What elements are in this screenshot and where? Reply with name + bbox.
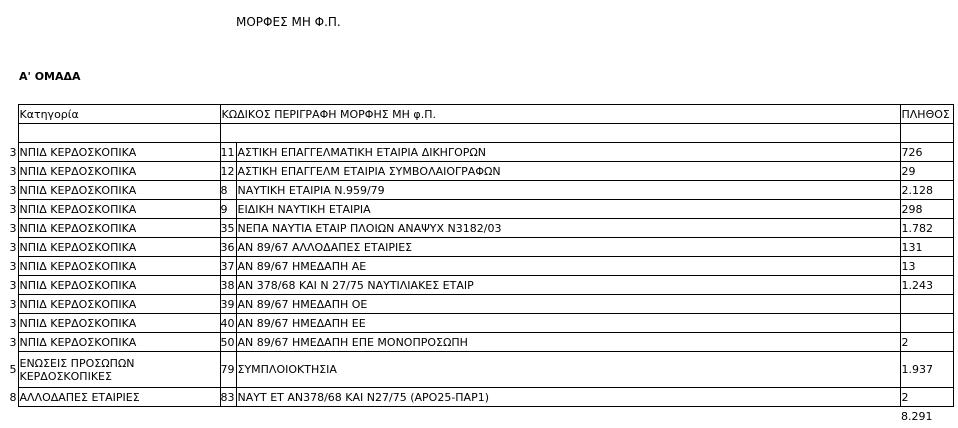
blank-cell bbox=[18, 124, 220, 143]
description-cell: ΑΣΤΙΚΗ ΕΠΑΓΓΕΛΜΑΤΙΚΗ ΕΤΑΙΡΙΑ ΔΙΚΗΓΟΡΩΝ bbox=[236, 143, 900, 162]
table-row bbox=[6, 333, 953, 352]
category-cell: ΝΠΙΔ ΚΕΡΔΟΣΚΟΠΙΚΑ bbox=[18, 257, 220, 276]
table-row bbox=[6, 238, 953, 257]
table-row bbox=[6, 314, 953, 333]
description-cell: ΑΝ 89/67 ΗΜΕΔΑΠΗ ΕΠΕ ΜΟΝΟΠΡΟΣΩΠΗ bbox=[236, 333, 900, 352]
code-cell: 39 bbox=[220, 295, 236, 314]
description-cell: ΣΥΜΠΛΟΙΟΚΤΗΣΙΑ bbox=[236, 352, 900, 388]
code-cell: 40 bbox=[220, 314, 236, 333]
group-cell: 3 bbox=[6, 257, 18, 276]
forms-table bbox=[6, 104, 954, 428]
table-header-row bbox=[6, 105, 953, 124]
category-cell: ΑΛΛΟΔΑΠΕΣ ΕΤΑΙΡΙΕΣ bbox=[18, 388, 220, 407]
code-cell: 38 bbox=[220, 276, 236, 295]
table-row bbox=[6, 352, 953, 388]
group-cell: 3 bbox=[6, 333, 18, 352]
group-cell: 8 bbox=[6, 388, 18, 407]
count-cell: 1.243 bbox=[900, 276, 953, 295]
header-category: Κατηγορία bbox=[18, 105, 220, 124]
category-cell: ΝΠΙΔ ΚΕΡΔΟΣΚΟΠΙΚΑ bbox=[18, 162, 220, 181]
description-cell: ΝΑΥΤ ΕΤ ΑΝ378/68 ΚΑΙ Ν27/75 (ΑΡΟ25-ΠΑΡ1) bbox=[236, 388, 900, 407]
count-cell: 298 bbox=[900, 200, 953, 219]
count-cell: 2 bbox=[900, 388, 953, 407]
blank-cell bbox=[900, 124, 953, 143]
group-cell: 3 bbox=[6, 295, 18, 314]
category-cell: ΝΠΙΔ ΚΕΡΔΟΣΚΟΠΙΚΑ bbox=[18, 181, 220, 200]
code-cell: 50 bbox=[220, 333, 236, 352]
count-cell bbox=[900, 295, 953, 314]
code-cell: 36 bbox=[220, 238, 236, 257]
code-cell: 8 bbox=[220, 181, 236, 200]
table-row bbox=[6, 388, 953, 407]
header-code-description: ΚΩΔΙΚΟΣ ΠΕΡΙΓΡΑΦΗ ΜΟΡΦΗΣ ΜΗ φ.Π. bbox=[220, 105, 900, 124]
code-cell: 83 bbox=[220, 388, 236, 407]
count-cell: 13 bbox=[900, 257, 953, 276]
code-cell: 79 bbox=[220, 352, 236, 388]
category-cell: ΝΠΙΔ ΚΕΡΔΟΣΚΟΠΙΚΑ bbox=[18, 314, 220, 333]
description-cell: ΝΕΠΑ ΝΑΥΤΙΑ ΕΤΑΙΡ ΠΛΟΙΩΝ ΑΝΑΨΥΧ Ν3182/03 bbox=[236, 219, 900, 238]
table-row bbox=[6, 162, 953, 181]
code-cell: 12 bbox=[220, 162, 236, 181]
table-row bbox=[6, 181, 953, 200]
group-cell: 3 bbox=[6, 162, 18, 181]
category-cell: ΝΠΙΔ ΚΕΡΔΟΣΚΟΠΙΚΑ bbox=[18, 276, 220, 295]
count-cell: 726 bbox=[900, 143, 953, 162]
group-cell: 3 bbox=[6, 143, 18, 162]
group-cell: 3 bbox=[6, 314, 18, 333]
category-cell: ΝΠΙΔ ΚΕΡΔΟΣΚΟΠΙΚΑ bbox=[18, 333, 220, 352]
table-row bbox=[6, 257, 953, 276]
count-cell: 29 bbox=[900, 162, 953, 181]
category-cell: ΝΠΙΔ ΚΕΡΔΟΣΚΟΠΙΚΑ bbox=[18, 219, 220, 238]
document-title: ΜΟΡΦΕΣ ΜΗ Φ.Π. bbox=[236, 15, 341, 29]
table-row bbox=[6, 200, 953, 219]
total-count: 8.291 bbox=[900, 407, 953, 428]
group-cell: 3 bbox=[6, 276, 18, 295]
group-cell: 5 bbox=[6, 352, 18, 388]
count-cell: 2.128 bbox=[900, 181, 953, 200]
total-row bbox=[6, 407, 953, 428]
count-cell: 2 bbox=[900, 333, 953, 352]
count-cell: 1.937 bbox=[900, 352, 953, 388]
group-cell: 3 bbox=[6, 238, 18, 257]
description-cell: ΑΝ 89/67 ΗΜΕΔΑΠΗ ΟΕ bbox=[236, 295, 900, 314]
count-cell bbox=[900, 314, 953, 333]
blank-cell bbox=[220, 124, 900, 143]
description-cell: ΑΝ 89/67 ΑΛΛΟΔΑΠΕΣ ΕΤΑΙΡΙΕΣ bbox=[236, 238, 900, 257]
category-cell: ΝΠΙΔ ΚΕΡΔΟΣΚΟΠΙΚΑ bbox=[18, 200, 220, 219]
description-cell: ΑΝ 89/67 ΗΜΕΔΑΠΗ ΕΕ bbox=[236, 314, 900, 333]
category-cell: ΝΠΙΔ ΚΕΡΔΟΣΚΟΠΙΚΑ bbox=[18, 143, 220, 162]
code-cell: 9 bbox=[220, 200, 236, 219]
category-cell: ΝΠΙΔ ΚΕΡΔΟΣΚΟΠΙΚΑ bbox=[18, 295, 220, 314]
code-cell: 37 bbox=[220, 257, 236, 276]
count-cell: 1.782 bbox=[900, 219, 953, 238]
category-cell: ΕΝΩΣΕΙΣ ΠΡΟΣΩΠΩΝ ΚΕΡΔΟΣΚΟΠΙΚΕΣ bbox=[18, 352, 220, 388]
table-body bbox=[6, 105, 953, 428]
description-cell: ΑΝ 89/67 ΗΜΕΔΑΠΗ ΑΕ bbox=[236, 257, 900, 276]
table-row bbox=[6, 143, 953, 162]
description-cell: ΑΝ 378/68 ΚΑΙ Ν 27/75 ΝΑΥΤΙΛΙΑΚΕΣ ΕΤΑΙΡ bbox=[236, 276, 900, 295]
group-cell: 3 bbox=[6, 219, 18, 238]
group-title: Α' ΟΜΑΔΑ bbox=[19, 70, 81, 83]
group-cell: 3 bbox=[6, 181, 18, 200]
code-cell: 11 bbox=[220, 143, 236, 162]
blank-row bbox=[6, 124, 953, 143]
table-row bbox=[6, 219, 953, 238]
group-cell: 3 bbox=[6, 200, 18, 219]
description-cell: ΑΣΤΙΚΗ ΕΠΑΓΓΕΛΜ ΕΤΑΙΡΙΑ ΣΥΜΒΟΛΑΙΟΓΡΑΦΩΝ bbox=[236, 162, 900, 181]
header-group-cell bbox=[6, 105, 18, 124]
table-row bbox=[6, 276, 953, 295]
code-cell: 35 bbox=[220, 219, 236, 238]
table-row bbox=[6, 295, 953, 314]
description-cell: ΝΑΥΤΙΚΗ ΕΤΑΙΡΙΑ Ν.959/79 bbox=[236, 181, 900, 200]
count-cell: 131 bbox=[900, 238, 953, 257]
header-count: ΠΛΗΘΟΣ bbox=[900, 105, 953, 124]
description-cell: ΕΙΔΙΚΗ ΝΑΥΤΙΚΗ ΕΤΑΙΡΙΑ bbox=[236, 200, 900, 219]
category-cell: ΝΠΙΔ ΚΕΡΔΟΣΚΟΠΙΚΑ bbox=[18, 238, 220, 257]
